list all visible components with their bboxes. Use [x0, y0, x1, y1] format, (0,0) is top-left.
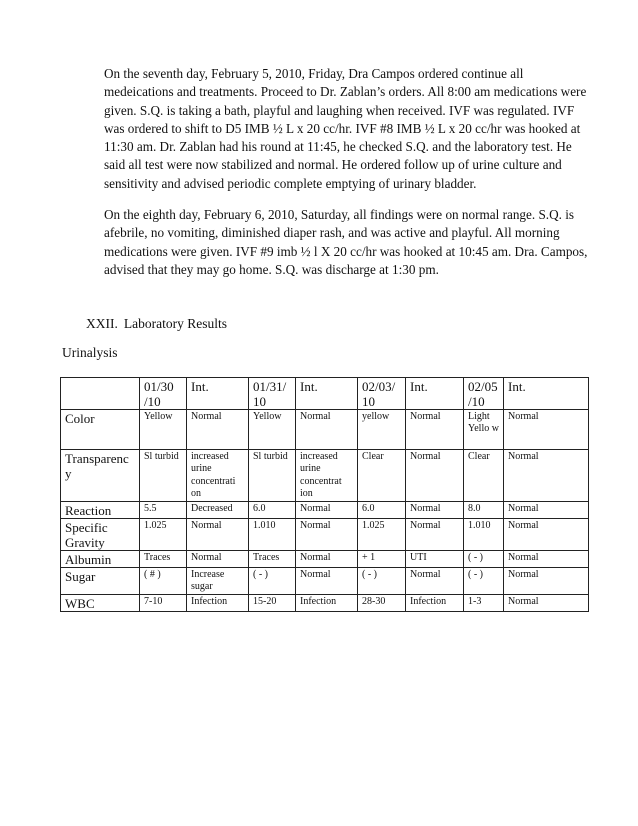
table-cell: Normal — [296, 519, 358, 551]
table-cell: Yellow — [140, 410, 187, 450]
table-cell: 6.0 — [249, 502, 296, 519]
table-cell: 15-20 — [249, 595, 296, 612]
table-cell: Normal — [406, 450, 464, 502]
table-cell: Normal — [504, 450, 589, 502]
table-cell: Infection — [187, 595, 249, 612]
table-row — [61, 595, 589, 612]
table-cell: 8.0 — [464, 502, 504, 519]
urinalysis-table — [60, 377, 589, 612]
table-cell: 5.5 — [140, 502, 187, 519]
table-cell: Clear — [464, 450, 504, 502]
header-cell: Int. — [187, 378, 249, 410]
table-cell: Clear — [358, 450, 406, 502]
row-label: Reaction — [61, 502, 140, 519]
table-cell: ( - ) — [358, 568, 406, 595]
table-row — [61, 551, 589, 568]
table-cell: Normal — [187, 410, 249, 450]
table-row — [61, 410, 589, 450]
table-cell: ( - ) — [464, 568, 504, 595]
row-label: Color — [61, 410, 140, 450]
section-heading — [86, 316, 227, 332]
table-cell: 7-10 — [140, 595, 187, 612]
header-cell: Int. — [296, 378, 358, 410]
header-cell: Int. — [406, 378, 464, 410]
table-cell: Normal — [187, 551, 249, 568]
row-label: WBC — [61, 595, 140, 612]
section-title: Laboratory Results — [123, 316, 227, 331]
header-cell: Int. — [504, 378, 589, 410]
table-cell: Sl turbid — [140, 450, 187, 502]
header-cell: 02/05 /10 — [464, 378, 504, 410]
table-cell: Normal — [504, 551, 589, 568]
table-cell: Normal — [296, 551, 358, 568]
header-cell — [61, 378, 140, 410]
table-cell: Normal — [296, 410, 358, 450]
table-cell: 1.010 — [249, 519, 296, 551]
table-cell: Normal — [406, 519, 464, 551]
table-cell: Normal — [406, 410, 464, 450]
table-cell: ( # ) — [140, 568, 187, 595]
table-cell: 1-3 — [464, 595, 504, 612]
table-cell: 1.025 — [140, 519, 187, 551]
table-cell: ( - ) — [249, 568, 296, 595]
table-cell: increased urine concentrat ion — [296, 450, 358, 502]
table-row — [61, 519, 589, 551]
table-cell: Normal — [296, 502, 358, 519]
row-label: Albumin — [61, 551, 140, 568]
table-row — [61, 568, 589, 595]
table-cell: Normal — [406, 568, 464, 595]
table-row — [61, 450, 589, 502]
urinalysis-heading: Urinalysis — [62, 345, 118, 360]
table-cell: increased urine concentrati on — [187, 450, 249, 502]
table-cell: 28-30 — [358, 595, 406, 612]
header-cell: 02/03/ 10 — [358, 378, 406, 410]
table-cell: Infection — [296, 595, 358, 612]
table-cell: UTI — [406, 551, 464, 568]
seventh-day-paragraph: On the seventh day, February 5, 2010, Friday, Dra Campos ordered continue all medeications and treatments. Proceed to Dr. Zablan’s orders. All 8:00 am medications were given. S.Q. is taking a bath, playful and laughing when received. IVF was regulated. IVF was ordered to shift to D5 IMB ½ L x 20 cc/hr. IVF #8 IMB ½ L x 20 cc/hr was hooked at 11:30 am. Dr. Zablan had his round at 11:45, he checked S.Q. and the laboratory test. He said all test were now stabilized and normal. He ordered follow up of urine culture and sensitivity and advised periodic complete emptying of urinary bladder. — [104, 66, 587, 191]
row-label: Specific Gravity — [61, 519, 140, 551]
table-cell: 1.025 — [358, 519, 406, 551]
table-cell: Normal — [187, 519, 249, 551]
table-cell: Normal — [504, 410, 589, 450]
table-cell: Increase sugar — [187, 568, 249, 595]
row-label: Transparenc y — [61, 450, 140, 502]
table-cell: Normal — [406, 502, 464, 519]
table-cell: Decreased — [187, 502, 249, 519]
table-cell: Yellow — [249, 410, 296, 450]
table-cell: ( - ) — [464, 551, 504, 568]
table-cell: Normal — [504, 568, 589, 595]
table-cell: Normal — [504, 595, 589, 612]
section-number: XXII. — [86, 316, 118, 331]
table-cell: Sl turbid — [249, 450, 296, 502]
table-cell: Normal — [504, 519, 589, 551]
table-cell: Normal — [296, 568, 358, 595]
table-cell: + 1 — [358, 551, 406, 568]
table-cell: Traces — [249, 551, 296, 568]
table-cell: Light Yello w — [464, 410, 504, 450]
header-cell: 01/31/ 10 — [249, 378, 296, 410]
table-cell: Infection — [406, 595, 464, 612]
table-cell: 1.010 — [464, 519, 504, 551]
table-cell: Normal — [504, 502, 589, 519]
table-cell: yellow — [358, 410, 406, 450]
table-cell: 6.0 — [358, 502, 406, 519]
table-cell: Traces — [140, 551, 187, 568]
row-label: Sugar — [61, 568, 140, 595]
table-row — [61, 502, 589, 519]
eighth-day-paragraph: On the eighth day, February 6, 2010, Saturday, all findings were on normal range. S.Q. is afebrile, no vomiting, diminished diaper rash, and was active and playful. All morning medications were given. IVF #9 imb ½ l X 20 cc/hr was hooked at 10:45 am. Dra. Campos, advised that they may go home. S.Q. was discharge at 1:30 pm. — [104, 207, 588, 277]
table-header-row — [61, 378, 589, 410]
header-cell: 01/30 /10 — [140, 378, 187, 410]
